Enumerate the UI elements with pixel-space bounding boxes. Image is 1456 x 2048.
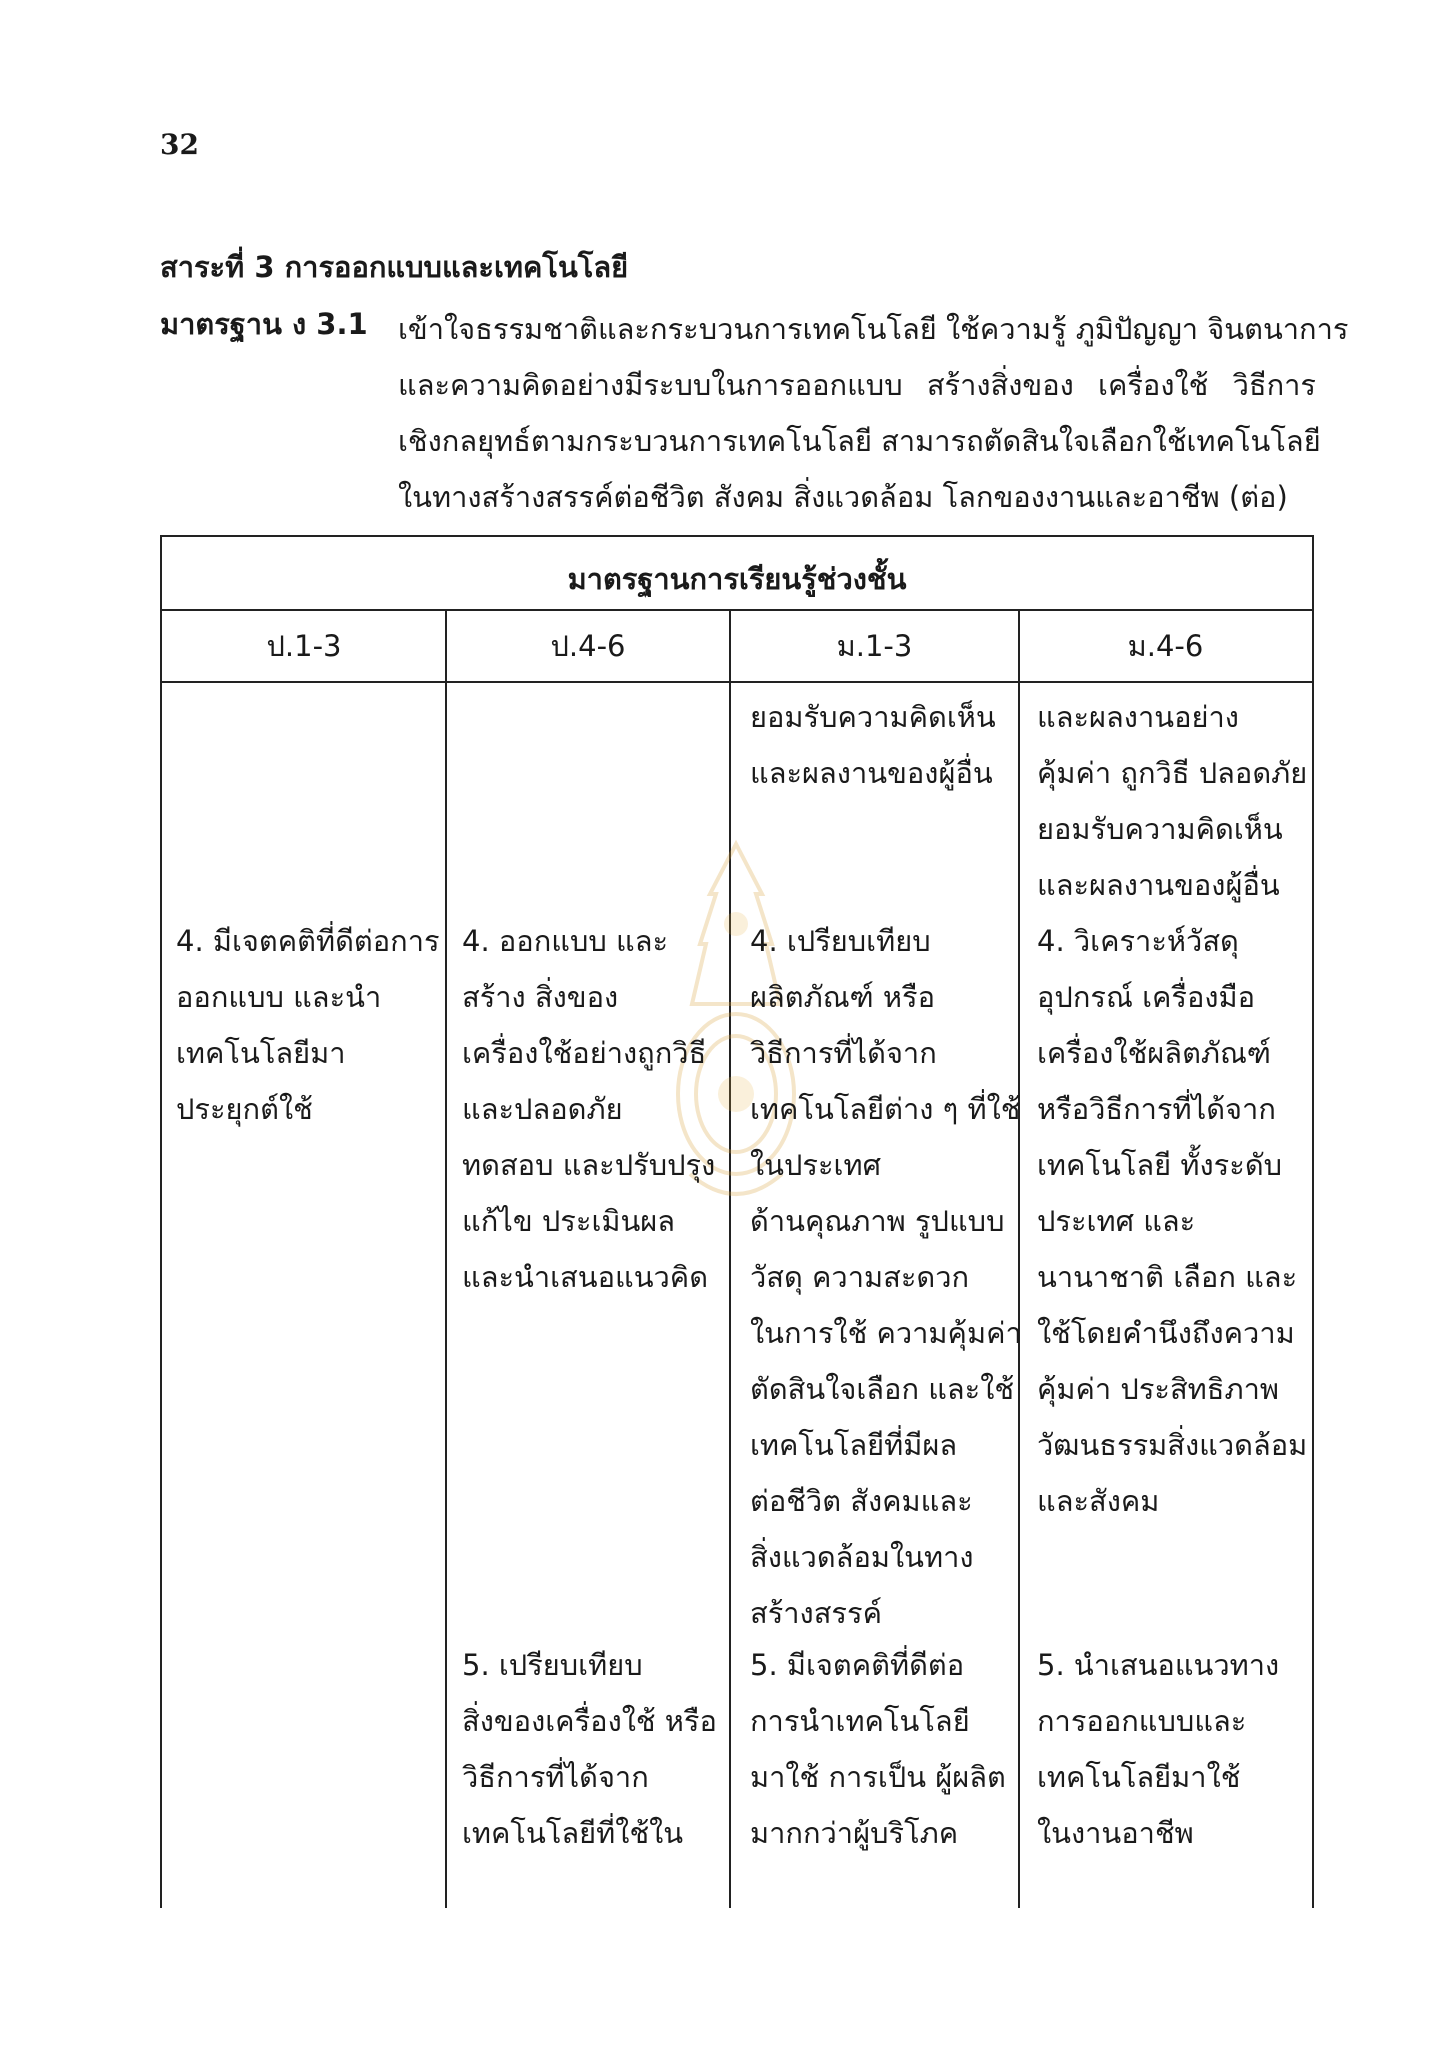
standard-line: และความคิดอย่างมีระบบในการออกแบบ สร้างสิ่งของ เครื่องใช้ วิธีการ [398, 368, 1316, 402]
cell-line: 5. เปรียบเทียบ [462, 1648, 643, 1682]
cell-line: ใช้โดยคำนึงถึงความ [1037, 1316, 1295, 1350]
cell-m4-6-item-5 [1037, 1637, 1279, 1861]
standard-line: เชิงกลยุทธ์ตามกระบวนการเทคโนโลยี สามารถตัดสินใจเลือกใช้เทคโนโลยี [398, 424, 1321, 458]
cell-line: แก้ไข ประเมินผล [462, 1204, 676, 1238]
cell-line: สร้างสรรค์ [750, 1596, 882, 1630]
cell-line: อุปกรณ์ เครื่องมือ [1037, 980, 1256, 1014]
cell-line: หรือวิธีการที่ได้จาก [1037, 1092, 1276, 1126]
cell-p4-6-item-5 [462, 1637, 717, 1861]
cell-line: และสังคม [1037, 1484, 1160, 1518]
standard-description [398, 301, 1349, 525]
cell-line: ด้านคุณภาพ รูปแบบ [750, 1204, 1005, 1238]
cell-m1-3-continued [750, 689, 996, 801]
cell-m4-6-continued [1037, 689, 1307, 913]
standard-line: ในทางสร้างสรรค์ต่อชีวิต สังคม สิ่งแวดล้อม โลกของงานและอาชีพ (ต่อ) [398, 480, 1288, 514]
cell-line: ต่อชีวิต สังคมและ [750, 1484, 973, 1518]
cell-line: มาใช้ การเป็น ผู้ผลิต [750, 1760, 1006, 1794]
cell-line: และผลงานอย่าง [1037, 700, 1239, 734]
cell-line: วิธีการที่ได้จาก [750, 1036, 937, 1070]
cell-line: เทคโนโลยีมา [176, 1036, 346, 1070]
cell-line: 5. มีเจตคติที่ดีต่อ [750, 1648, 965, 1682]
cell-line: 4. ออกแบบ และ [462, 924, 669, 958]
cell-p1-3-item-4 [176, 913, 440, 1137]
cell-line: และผลงานของผู้อื่น [1037, 868, 1280, 902]
cell-line: สร้าง สิ่งของ [462, 980, 619, 1014]
cell-line: ประเทศ และ [1037, 1204, 1196, 1238]
strand-title: สาระที่ 3 การออกแบบและเทคโนโลยี [160, 250, 629, 284]
cell-line: ยอมรับความคิดเห็น [1037, 812, 1283, 846]
cell-line: สิ่งของเครื่องใช้ หรือ [462, 1704, 717, 1738]
cell-line: เครื่องใช้ผลิตภัณฑ์ [1037, 1036, 1271, 1070]
cell-line: เทคโนโลยีมาใช้ [1037, 1760, 1241, 1794]
cell-line: เทคโนโลยีที่มีผล [750, 1428, 958, 1462]
cell-line: เทคโนโลยีที่ใช้ใน [462, 1816, 684, 1850]
cell-line: วิธีการที่ได้จาก [462, 1760, 649, 1794]
cell-line: วัสดุ ความสะดวก [750, 1260, 970, 1294]
cell-line: คุ้มค่า ประสิทธิภาพ [1037, 1372, 1280, 1406]
cell-line: และนำเสนอแนวคิด [462, 1260, 709, 1294]
cell-line: 4. วิเคราะห์วัสดุ [1037, 924, 1239, 958]
cell-line: ประยุกต์ใช้ [176, 1092, 313, 1126]
cell-p4-6-item-4 [462, 913, 715, 1305]
cell-line: ในการใช้ ความคุ้มค่า [750, 1316, 1022, 1350]
standards-table [160, 535, 1314, 1908]
cell-line: ยอมรับความคิดเห็น [750, 700, 996, 734]
cell-line: 4. มีเจตคติที่ดีต่อการ [176, 924, 440, 958]
cell-line: การนำเทคโนโลยี [750, 1704, 970, 1738]
cell-line: ออกแบบ และนำ [176, 980, 382, 1014]
column-header-m4-6: ม.4-6 [1019, 611, 1312, 683]
cell-m4-6-item-4 [1037, 913, 1307, 1529]
cell-line: ตัดสินใจเลือก และใช้ [750, 1372, 1015, 1406]
standard-label [160, 301, 368, 347]
column-divider [445, 611, 447, 1908]
cell-line: นานาชาติ เลือก และ [1037, 1260, 1298, 1294]
cell-line: เทคโนโลยี ทั้งระดับ [1037, 1148, 1283, 1182]
cell-line: 5. นำเสนอแนวทาง [1037, 1648, 1280, 1682]
cell-line: และผลงานของผู้อื่น [750, 756, 993, 790]
cell-line: สิ่งแวดล้อมในทาง [750, 1540, 974, 1574]
standard-label-text: มาตรฐาน ง 3.1 [160, 307, 368, 341]
column-header-p4-6: ป.4-6 [446, 611, 730, 683]
standard-line: เข้าใจธรรมชาติและกระบวนการเทคโนโลยี ใช้ความรู้ ภูมิปัญญา จินตนาการ [398, 312, 1349, 346]
cell-line: วัฒนธรรมสิ่งแวดล้อม [1037, 1428, 1308, 1462]
cell-line: และปลอดภัย [462, 1092, 623, 1126]
cell-line: ทดสอบ และปรับปรุง [462, 1148, 716, 1182]
cell-line: ผลิตภัณฑ์ หรือ [750, 980, 936, 1014]
page-number: 32 [160, 128, 199, 161]
cell-line: การออกแบบและ [1037, 1704, 1247, 1738]
table-title: มาตรฐานการเรียนรู้ช่วงชั้น [162, 537, 1312, 611]
column-header-m1-3: ม.1-3 [730, 611, 1019, 683]
cell-line: ในงานอาชีพ [1037, 1816, 1194, 1850]
cell-line: ในประเทศ [750, 1148, 881, 1182]
cell-line: มากกว่าผู้บริโภค [750, 1816, 959, 1850]
cell-line: 4. เปรียบเทียบ [750, 924, 931, 958]
cell-m1-3-item-4 [750, 913, 1022, 1641]
cell-line: เทคโนโลยีต่าง ๆ ที่ใช้ [750, 1092, 1021, 1126]
cell-line: เครื่องใช้อย่างถูกวิธี [462, 1036, 707, 1070]
column-header-p1-3: ป.1-3 [162, 611, 446, 683]
cell-m1-3-item-5 [750, 1637, 1006, 1861]
column-divider [729, 611, 731, 1908]
cell-line: คุ้มค่า ถูกวิธี ปลอดภัย [1037, 756, 1308, 790]
